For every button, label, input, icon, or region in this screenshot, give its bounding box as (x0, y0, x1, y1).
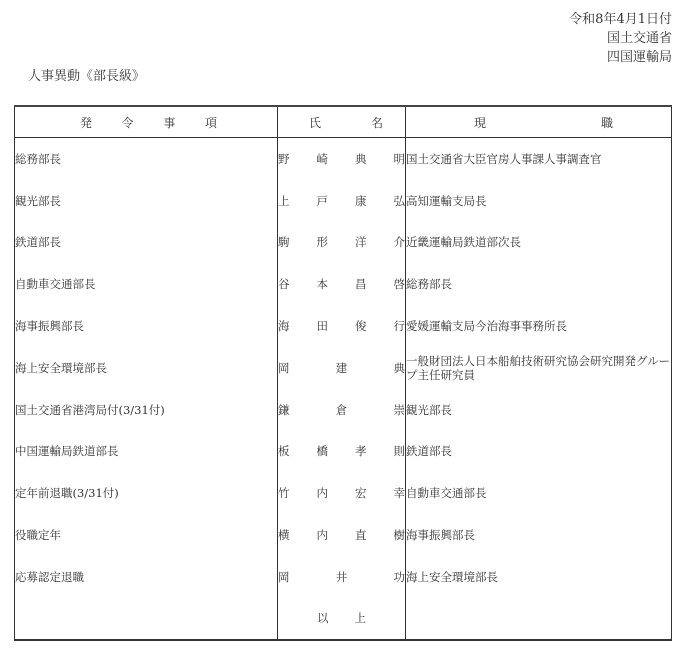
name-cell (278, 472, 406, 514)
order-cell: 国土交通省港湾局付(3/31付) (15, 389, 278, 431)
name-char: 則 (393, 444, 405, 459)
current-post-cell: 自動車交通部長 (406, 472, 672, 514)
table-row (15, 138, 672, 180)
current-post-cell: 鉄道部長 (406, 431, 672, 473)
name-char: 洋 (355, 235, 367, 250)
name-char: 谷 (278, 277, 290, 292)
table-row (15, 347, 672, 389)
order-cell: 中国運輸局鉄道部長 (15, 431, 278, 473)
name-char: 戸 (316, 193, 328, 208)
name-char: 直 (355, 528, 367, 543)
name-char: 駒 (278, 235, 290, 250)
name-char: 樹 (393, 528, 405, 543)
current-post-cell: 近畿運輸局鉄道部次長 (406, 222, 672, 264)
name-cell (278, 389, 406, 431)
name-char: 功 (393, 569, 405, 584)
current-post-cell: 海事振興部長 (406, 514, 672, 556)
issuer-ministry: 国土交通省 (606, 31, 672, 46)
name-char: 井 (335, 569, 348, 584)
current-post-cell: 総務部長 (406, 263, 672, 305)
name-char: 倉 (335, 402, 348, 417)
name-char: 宏 (355, 486, 367, 501)
name-char: 啓 (393, 277, 405, 292)
name-char: 介 (393, 235, 405, 250)
name-char: 鎌 (278, 402, 290, 417)
name-cell (278, 347, 406, 389)
name-char: 野 (278, 151, 290, 166)
name-char: 横 (278, 528, 290, 543)
document-title: 人事異動《部長級》 (28, 69, 146, 84)
order-cell: 観光部長 (15, 180, 278, 222)
name-char: 俊 (355, 319, 367, 334)
closing-cell (278, 598, 406, 640)
empty-cell (15, 598, 278, 640)
table-row (15, 263, 672, 305)
table-row (15, 472, 672, 514)
name-cell (278, 431, 406, 473)
current-post-cell: 高知運輸支局長 (406, 180, 672, 222)
current-post-cell: 国土交通省大臣官房人事課人事調査官 (406, 138, 672, 180)
empty-cell (406, 598, 672, 640)
name-char: 本 (316, 277, 328, 292)
name-cell (278, 138, 406, 180)
order-cell: 海事振興部長 (15, 305, 278, 347)
name-char: 海 (278, 319, 290, 334)
table-row (15, 431, 672, 473)
current-post-cell: 観光部長 (406, 389, 672, 431)
table-row (15, 180, 672, 222)
name-char: 岡 (278, 569, 290, 584)
name-char: 孝 (355, 444, 367, 459)
name-char: 内 (316, 486, 328, 501)
order-cell: 応募認定退職 (15, 556, 278, 598)
name-char: 典 (355, 151, 367, 166)
name-char: 典 (393, 360, 405, 375)
personnel-table (14, 105, 672, 641)
table-row (15, 514, 672, 556)
issuer-block (569, 10, 672, 67)
name-char: 昌 (355, 277, 367, 292)
name-char: 板 (278, 444, 290, 459)
order-cell: 海上安全環境部長 (15, 347, 278, 389)
name-char: 崇 (393, 402, 405, 417)
order-cell: 総務部長 (15, 138, 278, 180)
closing-char: 上 (354, 611, 366, 626)
table-row (15, 389, 672, 431)
name-char: 橋 (316, 444, 328, 459)
table-row (15, 305, 672, 347)
issue-date: 令和8年4月1日付 (569, 12, 672, 27)
name-char: 弘 (393, 193, 405, 208)
name-cell (278, 222, 406, 264)
name-char: 崎 (316, 151, 328, 166)
closing-char: 以 (317, 611, 329, 626)
table-row (15, 556, 672, 598)
table-row (15, 222, 672, 264)
name-char: 幸 (393, 486, 405, 501)
order-cell: 役職定年 (15, 514, 278, 556)
name-char: 内 (316, 528, 328, 543)
table-header-row (15, 106, 672, 138)
name-char: 竹 (278, 486, 290, 501)
order-cell: 自動車交通部長 (15, 263, 278, 305)
closing-row (15, 598, 672, 640)
current-post-cell: 一般財団法人日本船舶技術研究協会研究開発グループ主任研究員 (406, 347, 672, 389)
name-cell (278, 514, 406, 556)
header-name: 氏 名 (278, 106, 406, 138)
name-cell (278, 263, 406, 305)
name-char: 明 (393, 151, 405, 166)
current-post-cell: 愛媛運輸支局今治海事事務所長 (406, 305, 672, 347)
header-order: 発 令 事 項 (15, 106, 278, 138)
name-char: 康 (355, 193, 367, 208)
name-char: 行 (393, 319, 405, 334)
name-cell (278, 180, 406, 222)
order-cell: 定年前退職(3/31付) (15, 472, 278, 514)
current-post-cell: 海上安全環境部長 (406, 556, 672, 598)
header-current-post: 現 職 (406, 106, 672, 138)
name-char: 上 (278, 193, 290, 208)
name-char: 田 (316, 319, 328, 334)
name-char: 形 (316, 235, 328, 250)
name-cell (278, 556, 406, 598)
name-cell (278, 305, 406, 347)
order-cell: 鉄道部長 (15, 222, 278, 264)
name-char: 岡 (278, 360, 290, 375)
issuer-bureau: 四国運輸局 (606, 50, 672, 65)
name-char: 建 (335, 360, 348, 375)
